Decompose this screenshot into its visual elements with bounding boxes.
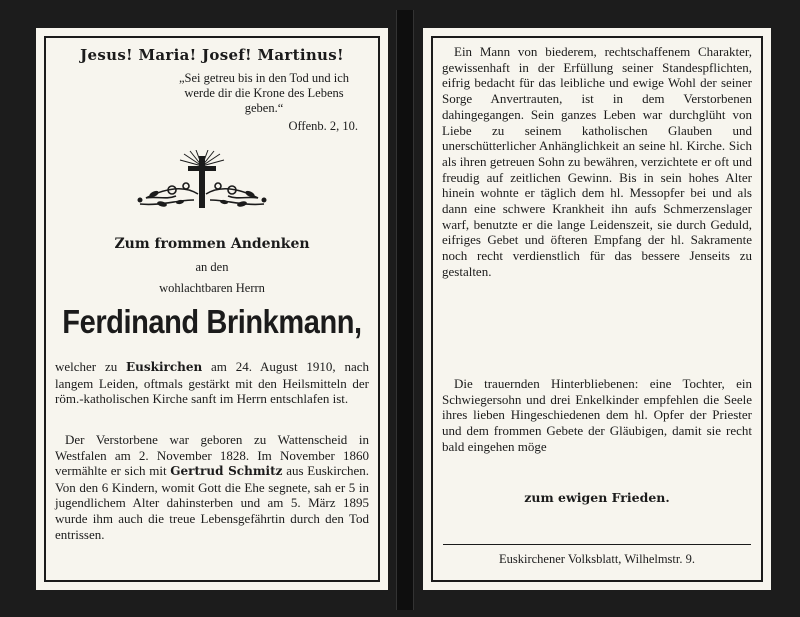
bible-quote: „Sei getreu bis in den Tod und ich werde dir die Krone des Lebens geben.“ [178, 71, 350, 115]
bereaved-paragraph: Die trauernden Hinterbliebenen: eine Tochter, ein Schwiegersohn und drei Enkelkinder empfehlen die Seele ihres lieben Hingeschiedenen dem hl. Opfer der Priester und dem frommen Gebete der Gläubigen, damit sie recht bald eingehen möge [442, 376, 752, 454]
spouse-name: Gertrud Schmitz [170, 464, 283, 479]
honorific-line: wohlachtbaren Herrn [159, 281, 265, 295]
biography-paragraph: Der Verstorbene war geboren zu Wattenscheid in Westfalen am 2. November 1828. Im November 1860 vermählte er sich mit Gertrud Schmitz aus Euskirchen. Von den 6 Kindern, womit Gott die Ehe segnete, sah er 5 in jugendlichem Alter dahinsterben und am 5. März 1895 wurde ihm auch die treue Lebensgefährtin durch den Tod entrissen. [55, 432, 369, 542]
closing-line: zum ewigen Frieden. [524, 490, 670, 505]
death-place: Euskirchen [126, 360, 203, 374]
character-paragraph: Ein Mann von biederem, rechtschaffenem Charakter, gewissenhaft in der Erfüllung seiner Standespflichten, eifrig bedacht für das leibliche und ewige Wohl der seiner Sorge Anvertrauten, ist in dem Verstorbenen dahingegangen. Sein ganzes Leben war durchglüht von Liebe zu seinem katholischen Glauben und unerschütterlicher Anhänglichkeit an seine hl. Kirche. Sich als ihren getreuen Sohn zu bewähren, verzichtete er oft und freudig auf zeitlichen Gewinn. Bis in sein hohes Alter hinein wohnte er täglich dem hl. Messopfer bei und als dann eine schwere Krankheit ihn aufs Schmerzenslager warf, benutzte er die lange Leidenszeit, sie durch Geduld, eifriges Gebet und öfteren Empfang der hl. Sakramente noch recht verdienstlich für das bessere Jenseits zu gestalten. [442, 44, 752, 279]
death-paragraph: welcher zu Euskirchen am 24. August 1910, nach langem Leiden, oftmals gestärkt mit den Heilsmitteln der röm.-katholischen Kirche sanft im Herrn entschlafen ist. [55, 359, 369, 407]
cross-icon [132, 150, 272, 214]
right-panel [423, 28, 771, 590]
invocation: Jesus! Maria! Josef! Martinus! [80, 46, 344, 64]
left-panel [36, 28, 388, 590]
quote-source: Offenb. 2, 10. [288, 119, 358, 133]
deceased-name: Ferdinand Brinkmann, [62, 303, 362, 340]
fold-gutter [396, 10, 414, 610]
memory-heading: Zum frommen Andenken [114, 236, 310, 252]
printer-imprint: Euskirchener Volksblatt, Wilhelmstr. 9. [498, 552, 695, 566]
an-den-line: an den [195, 260, 229, 274]
divider [443, 544, 751, 545]
